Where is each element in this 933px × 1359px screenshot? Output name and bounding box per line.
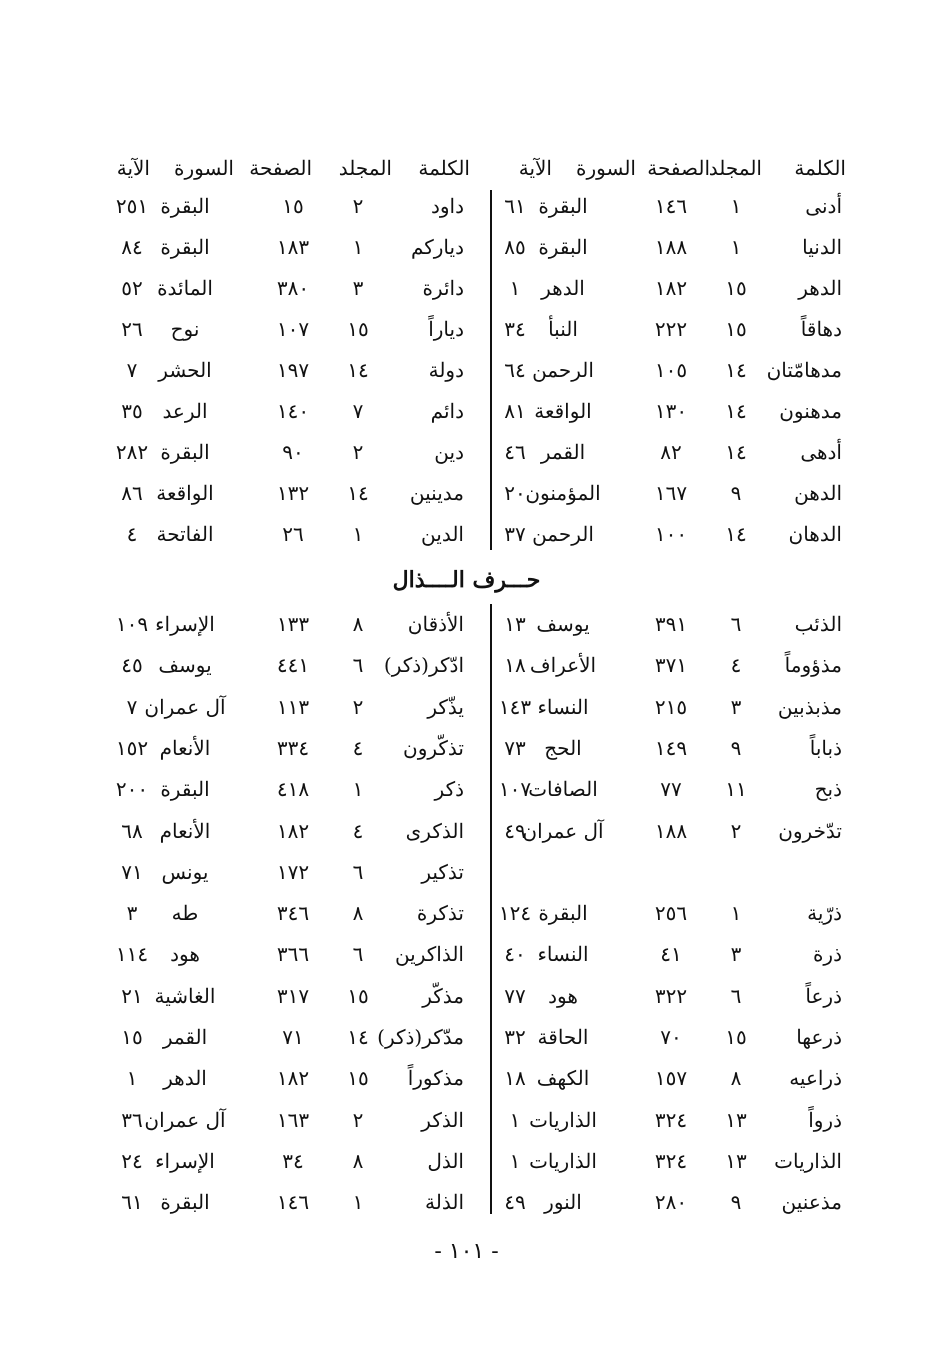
header-sura-right: السورة [576, 156, 636, 180]
entry-page-right: ١٤٩ [654, 735, 688, 760]
entry-sura-right: البقرة [538, 194, 588, 218]
entry-aya-right: ٦١ [504, 194, 526, 218]
entry-page-left: ١٧٢ [276, 859, 310, 884]
entry-vol-right [716, 852, 756, 892]
entry-aya-right: ١٨ [504, 1066, 526, 1091]
entry-vol-left: ١ [352, 1190, 364, 1215]
entry-aya-right: ١ [509, 1148, 521, 1173]
entry-page-right: ١٨٢ [654, 276, 688, 300]
entry-page-right: ١٣٠ [654, 399, 688, 423]
entry-sura-right: الصافات [528, 777, 598, 802]
entry-aya-right: ١ [509, 1107, 521, 1132]
entry-vol-left: ٣ [352, 276, 364, 300]
entry-word-left: داود [430, 194, 464, 218]
entry-word-left: الذلة [425, 1190, 464, 1215]
entry-sura-right: الحاقة [537, 1025, 589, 1049]
entry-vol-left: ١ [352, 777, 364, 802]
entry-page-left: ١٨٢ [276, 1066, 310, 1091]
entry-sura-left: يونس [161, 859, 209, 884]
entry-aya-left: ٣٦ [121, 1107, 143, 1132]
table-row [90, 473, 850, 513]
entry-aya-left: ٢٨٢ [115, 440, 149, 464]
table-row [90, 645, 850, 685]
table-row [90, 350, 850, 390]
entry-word-left: ادّكر(ذكر) [383, 653, 464, 678]
entry-page-left: ٢٦ [282, 522, 304, 546]
entry-aya-left: ١١٤ [115, 942, 149, 967]
entry-word-left: الذل [427, 1148, 464, 1173]
entry-aya-right: ١٠٧ [498, 777, 532, 802]
entry-word-right: مذبذبين [777, 694, 842, 719]
entry-word-right: مدهامّتان [766, 358, 842, 382]
entry-vol-left: ١٤ [347, 358, 369, 382]
entry-vol-right: ١ [730, 235, 742, 259]
entry-aya-right: ٧٧ [504, 983, 526, 1008]
entry-word-left: دائم [430, 399, 464, 423]
entry-sura-right: القمر [540, 440, 586, 464]
entry-aya-left: ٢٦ [121, 317, 143, 341]
entry-word-left: الأذقان [407, 612, 464, 636]
entry-word-right: ذراعيه [789, 1066, 842, 1091]
entry-sura-right: الرحمن [532, 358, 594, 382]
header-volume-right: المجلد [708, 156, 762, 180]
entry-sura-right: الحج [544, 735, 582, 760]
entry-aya-right: ١٣ [504, 612, 526, 636]
entry-aya-left: ٨٦ [121, 481, 143, 505]
entry-word-right: ذرّية [807, 901, 842, 926]
header-sura-left: السورة [174, 156, 234, 180]
entry-vol-left: ١٥ [347, 317, 369, 341]
entry-page-left: ١٦٣ [276, 1107, 310, 1132]
table-row [90, 1058, 850, 1098]
entry-aya-right: ٣٧ [504, 522, 526, 546]
entry-page-left: ٣٤ [282, 1148, 304, 1173]
entry-page-left: ٤١٨ [276, 777, 310, 802]
entry-sura-left: الرعد [162, 399, 208, 423]
entry-word-right: دهاقاً [800, 317, 842, 341]
entry-vol-left: ١ [352, 235, 364, 259]
entry-word-left: دائرة [422, 276, 464, 300]
entry-aya-right: ٧٣ [504, 735, 526, 760]
table-row [90, 934, 850, 974]
entry-word-right: ذرواً [808, 1107, 842, 1132]
entry-sura-right: الذاريات [529, 1107, 597, 1132]
entry-sura-left: الإسراء [155, 1148, 215, 1173]
entry-vol-right: ١١ [725, 777, 747, 802]
entry-vol-right: ١٥ [725, 1025, 747, 1049]
entry-vol-right: ٢ [730, 818, 742, 843]
entry-word-left: تذكير [421, 859, 464, 884]
entry-page-right: ١٠٠ [654, 522, 688, 546]
entry-page-right: ٧٧ [660, 777, 682, 802]
entry-sura-right: النساء [537, 694, 589, 719]
entry-aya-left: ١٥٢ [115, 735, 149, 760]
entry-word-left: مدينين [409, 481, 464, 505]
table-row [90, 514, 850, 554]
table-row [90, 432, 850, 472]
entry-page-right [636, 852, 706, 892]
entry-page-right: ٣٩١ [654, 612, 688, 636]
entry-vol-right: ١٤ [725, 399, 747, 423]
entry-vol-right: ٤ [730, 653, 742, 678]
entry-word-right: مدهنون [779, 399, 842, 423]
entry-aya-left: ٧ [126, 694, 138, 719]
entry-vol-right: ٨ [730, 1066, 742, 1091]
entry-page-left: ١٤٦ [276, 1190, 310, 1215]
entry-aya-left: ٨٤ [121, 235, 143, 259]
table-row [90, 268, 850, 308]
table-row [90, 976, 850, 1016]
entry-aya-right: ٣٢ [504, 1025, 526, 1049]
entry-page-right: ٢٥٦ [654, 901, 688, 926]
entry-sura-left: المائدة [157, 276, 213, 300]
entry-sura-left: الدهر [163, 1066, 207, 1091]
entry-page-right: ٢٢٢ [654, 317, 688, 341]
entry-sura-left: نوح [170, 317, 200, 341]
entry-vol-right: ٩ [730, 1190, 742, 1215]
entry-word-left: مدّكر(ذكر) [377, 1025, 464, 1049]
entry-aya-left: ٢٤ [121, 1148, 143, 1173]
entry-sura-right: البقرة [538, 901, 588, 926]
entry-page-right: ٣٧١ [654, 653, 688, 678]
entry-sura-left: الفاتحة [156, 522, 214, 546]
entry-vol-left: ٦ [352, 859, 364, 884]
entry-vol-left: ٤ [352, 735, 364, 760]
entry-sura-left: الحشر [158, 358, 212, 382]
entry-aya-left: ٢٥١ [115, 194, 149, 218]
entry-page-right: ٤١ [660, 942, 682, 967]
header-word-right: الكلمة [794, 156, 846, 180]
entry-vol-left: ٦ [352, 942, 364, 967]
entry-vol-right: ٩ [730, 735, 742, 760]
entry-word-left: الذكرى [405, 818, 464, 843]
entry-aya-right: ٤٠ [504, 942, 526, 967]
entry-vol-left: ٨ [352, 901, 364, 926]
entry-page-right: ١٦٧ [654, 481, 688, 505]
entry-sura-left: القمر [162, 1025, 208, 1049]
table-row [90, 687, 850, 727]
entry-aya-right: ٨٥ [504, 235, 526, 259]
entry-aya-left: ٧ [126, 358, 138, 382]
entry-aya-right: ٤٦ [504, 440, 526, 464]
entry-sura-left: هود [170, 942, 200, 967]
entry-sura-left: آل عمران [144, 694, 226, 719]
entry-word-left: تذكرة [416, 901, 464, 926]
entry-page-left: ٣٦٦ [276, 942, 310, 967]
entry-sura-left: يوسف [158, 653, 212, 678]
entry-vol-right: ١٤ [725, 358, 747, 382]
entry-sura-left: الأنعام [159, 818, 211, 843]
entry-word-left: دولة [428, 358, 464, 382]
entry-aya-right: ٢٠ [504, 481, 526, 505]
entry-vol-right: ١ [730, 901, 742, 926]
table-row [90, 893, 850, 933]
entry-page-right: ١٨٨ [654, 818, 688, 843]
column-divider-bottom [490, 604, 492, 1214]
entry-page-right: ٢١٥ [654, 694, 688, 719]
entry-word-left: تذكّرون [403, 735, 464, 760]
entry-word-right: مذعنين [781, 1190, 842, 1215]
header-aya-right: الآية [518, 156, 552, 180]
table-row [90, 1141, 850, 1181]
table-row [90, 811, 850, 851]
entry-page-left: ١٥ [282, 194, 304, 218]
entry-page-right: ١٨٨ [654, 235, 688, 259]
entry-page-right: ٢٨٠ [654, 1190, 688, 1215]
entry-page-left: ٧١ [282, 1025, 304, 1049]
entry-sura-left: الغاشية [154, 983, 216, 1008]
entry-page-right: ١٥٧ [654, 1066, 688, 1091]
entry-sura-right: النبأ [548, 317, 578, 341]
table-row [90, 227, 850, 267]
entry-word-left: دياراً [428, 317, 464, 341]
entry-sura-right: الأعراف [529, 653, 597, 678]
entry-page-left: ٩٠ [282, 440, 304, 464]
entry-word-right: الذاريات [774, 1148, 842, 1173]
entry-page-left: ٣٤٦ [276, 901, 310, 926]
entry-sura-left: البقرة [160, 1190, 210, 1215]
entry-aya-right: ٨١ [504, 399, 526, 423]
entry-sura-right: الرحمن [532, 522, 594, 546]
entry-aya-left: ٤ [126, 522, 138, 546]
entry-sura-left: آل عمران [144, 1107, 226, 1132]
entry-vol-right: ١٥ [725, 276, 747, 300]
entry-vol-left: ٢ [352, 694, 364, 719]
entry-aya-right: ١٨ [504, 653, 526, 678]
entry-word-right: ذرعها [796, 1025, 842, 1049]
table-row [90, 769, 850, 809]
entry-sura-right: النساء [537, 942, 589, 967]
entry-aya-right: ٣٤ [504, 317, 526, 341]
entry-vol-right: ١٤ [725, 440, 747, 464]
header-aya-left: الآية [116, 156, 150, 180]
entry-page-left: ٤٤١ [276, 653, 310, 678]
entry-page-left: ١٨٣ [276, 235, 310, 259]
table-row [90, 1017, 850, 1057]
entry-vol-right: ١ [730, 194, 742, 218]
entry-word-right: أدنى [805, 194, 842, 218]
entry-word-left: دين [434, 440, 464, 464]
entry-word-right: الدهن [794, 481, 842, 505]
entry-sura-left: الواقعة [156, 481, 214, 505]
entry-aya-left: ٤٥ [121, 653, 143, 678]
entry-vol-left: ١٥ [347, 983, 369, 1008]
table-row [90, 1182, 850, 1222]
entry-sura-left: الأنعام [159, 735, 211, 760]
entry-word-right: الذئب [794, 612, 842, 636]
entry-sura-right: يوسف [536, 612, 590, 636]
entry-word-right: ذبح [814, 777, 842, 802]
entry-word-right: أدهى [800, 440, 842, 464]
entry-page-right: ٨٢ [660, 440, 682, 464]
entry-aya-left: ٣ [126, 901, 138, 926]
entry-word-right: الدهر [798, 276, 842, 300]
entry-page-left: ١٣٢ [276, 481, 310, 505]
entry-aya-left: ٦١ [121, 1190, 143, 1215]
entry-vol-left: ٢ [352, 1107, 364, 1132]
entry-vol-left: ٨ [352, 1148, 364, 1173]
entry-page-right: ١٠٥ [654, 358, 688, 382]
entry-word-right: الدهان [788, 522, 842, 546]
entry-aya-left: ١٥ [121, 1025, 143, 1049]
entry-sura-left: البقرة [160, 194, 210, 218]
entry-page-right: ٣٢٢ [654, 983, 688, 1008]
entry-sura-right: النور [544, 1190, 582, 1215]
entry-word-right: تدّخرون [778, 818, 842, 843]
table-row [90, 852, 850, 892]
entry-page-left: ١٨٢ [276, 818, 310, 843]
entry-sura-right: البقرة [538, 235, 588, 259]
entry-page-right: ٧٠ [660, 1025, 682, 1049]
entry-word-left: ديارکم [410, 235, 464, 259]
entry-sura-right: الواقعة [534, 399, 592, 423]
entry-page-left: ١٩٧ [276, 358, 310, 382]
entry-word-right: ذرة [812, 942, 842, 967]
entry-vol-left: ١٤ [347, 1025, 369, 1049]
table-row [90, 728, 850, 768]
header-word-left: الكلمة [418, 156, 470, 180]
entry-vol-right: ٣ [730, 942, 742, 967]
table-row [90, 186, 850, 226]
entry-vol-left: ٧ [352, 399, 364, 423]
entry-page-left: ١١٣ [276, 694, 310, 719]
entry-vol-right: ١٤ [725, 522, 747, 546]
entry-word-left: مذكّر [422, 983, 464, 1008]
header-page-right: الصفحة [647, 156, 710, 180]
entry-aya-right: ٤٩ [504, 1190, 526, 1215]
entry-vol-right: ٣ [730, 694, 742, 719]
table-row [90, 309, 850, 349]
entry-aya-left: ١ [126, 1066, 138, 1091]
entry-sura-left: البقرة [160, 777, 210, 802]
entry-aya-left: ٥٢ [121, 276, 143, 300]
entry-vol-right: ٦ [730, 612, 742, 636]
entry-vol-left: ٢ [352, 440, 364, 464]
entry-page-left: ١٤٠ [276, 399, 310, 423]
entry-aya-left: ٢٠٠ [115, 777, 149, 802]
header-volume-left: المجلد [338, 156, 392, 180]
column-headers [90, 148, 850, 188]
entry-vol-left: ١ [352, 522, 364, 546]
entry-aya-left: ٧١ [121, 859, 143, 884]
entry-vol-left: ٨ [352, 612, 364, 636]
entry-word-left: ذكر [434, 777, 464, 802]
entry-aya-right: ١٢٤ [498, 901, 532, 926]
entry-page-left: ١٠٧ [276, 317, 310, 341]
entry-vol-left: ١٥ [347, 1066, 369, 1091]
entry-vol-left: ٢ [352, 194, 364, 218]
entry-sura-right: الكهف [536, 1066, 590, 1091]
entry-vol-right: ١٣ [725, 1107, 747, 1132]
entry-page-left: ٣١٧ [276, 983, 310, 1008]
entry-word-right: ذرعاً [805, 983, 842, 1008]
table-row [90, 604, 850, 644]
entry-sura-right: المؤمنون [525, 481, 601, 505]
column-divider-top [490, 190, 492, 550]
entry-vol-right: ٩ [730, 481, 742, 505]
table-row [90, 391, 850, 431]
table-row [90, 1100, 850, 1140]
entry-sura-right: الذاريات [529, 1148, 597, 1173]
entry-aya-right: ٤٩ [504, 818, 526, 843]
entry-aya-right: ٦٤ [504, 358, 526, 382]
entry-page-right: ٣٢٤ [654, 1107, 688, 1132]
entry-word-right: مذؤوماً [784, 653, 842, 678]
entry-sura-left: طه [171, 901, 199, 926]
entry-vol-right: ١٣ [725, 1148, 747, 1173]
entry-vol-left: ٤ [352, 818, 364, 843]
entry-aya-right: ١٤٣ [498, 694, 532, 719]
entry-page-right: ٣٢٤ [654, 1148, 688, 1173]
entry-page-left: ٣٣٤ [276, 735, 310, 760]
entry-aya-left: ٢١ [121, 983, 143, 1008]
page-number: - ١٠١ - [434, 1239, 499, 1264]
entry-sura-right: هود [548, 983, 578, 1008]
entry-sura-right: آل عمران [522, 818, 604, 843]
entry-sura-right: الدهر [541, 276, 585, 300]
entry-vol-left: ٦ [352, 653, 364, 678]
entry-word-left: الذكر [421, 1107, 464, 1132]
entry-vol-right: ١٥ [725, 317, 747, 341]
entry-aya-right: ١ [509, 276, 521, 300]
entry-word-left: الذاكرين [394, 942, 464, 967]
entry-sura-left: البقرة [160, 440, 210, 464]
entry-aya-left: ٣٥ [121, 399, 143, 423]
entry-aya-left: ١٠٩ [115, 612, 149, 636]
entry-word-left: الدين [421, 522, 464, 546]
entry-page-right: ١٤٦ [654, 194, 688, 218]
entry-word-left: يذّكر [427, 694, 464, 719]
entry-sura-left: البقرة [160, 235, 210, 259]
entry-vol-right: ٦ [730, 983, 742, 1008]
section-title: حـــرف الــــذال [392, 567, 541, 593]
entry-aya-left: ٦٨ [121, 818, 143, 843]
entry-word-left: مذكوراً [407, 1066, 464, 1091]
header-page-left: الصفحة [249, 156, 312, 180]
entry-word-right: الدنيا [802, 235, 842, 259]
entry-page-left: ٣٨٠ [276, 276, 310, 300]
entry-vol-left: ١٤ [347, 481, 369, 505]
entry-sura-left: الإسراء [155, 612, 215, 636]
entry-page-left: ١٣٣ [276, 612, 310, 636]
entry-word-right: ذباباً [809, 735, 842, 760]
